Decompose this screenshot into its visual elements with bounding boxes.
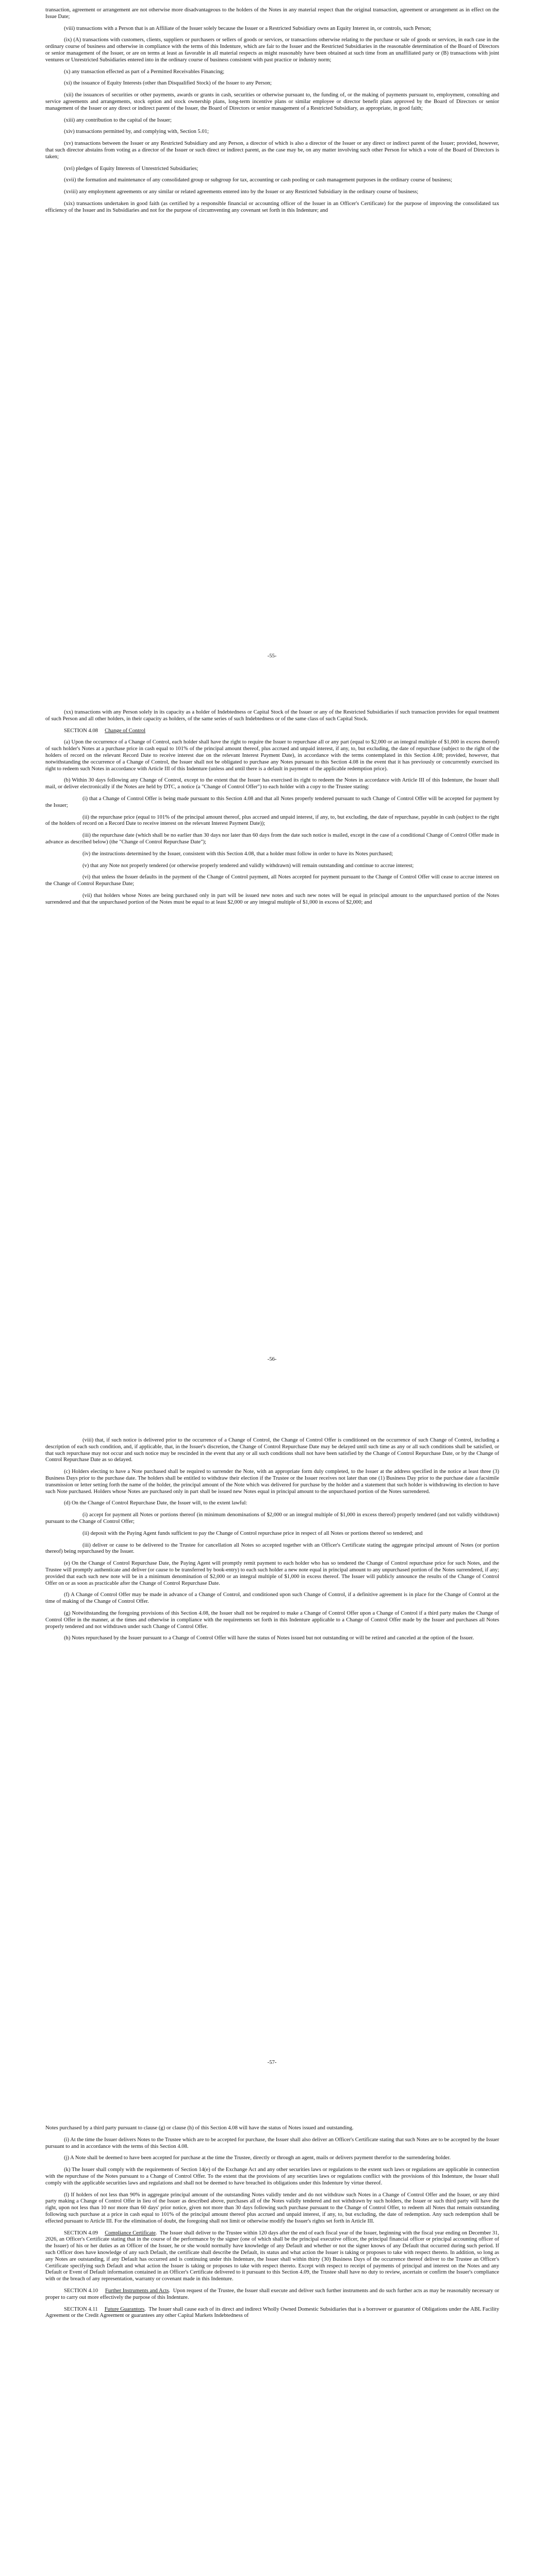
clause-b-vi: (vi) that unless the Issuer defaults in the payment of the Change of Control payment, all Notes accepted for payment pursuant to the Change of Control Offer will cease to accrue interest on the Change of Control Repurchase Date; <box>45 874 499 887</box>
section-title: Change of Control <box>105 727 146 734</box>
clause-d-ii: (ii) deposit with the Paying Agent funds sufficient to pay the Change of Control repurchase price in respect of all Notes or portions thereof so tendered; and <box>83 1530 423 1536</box>
clause-xiv: (xiv) transactions permitted by, and complying with, Section 5.01; <box>64 129 209 135</box>
section-number: SECTION 4.10 <box>64 2287 98 2294</box>
clause-d-i: (i) accept for payment all Notes or portions thereof (in minimum denominations of $2,000 or an integral multiple of $1,000 in excess thereof) properly tendered (and not validly withdrawn) pursuant to the Change of Control Offer; <box>45 1512 499 1524</box>
clause-h: (h) Notes repurchased by the Issuer pursuant to a Change of Control Offer will have the status of Notes issued but not outstanding or will be retired and canceled at the option of the Issuer. <box>64 1635 474 1641</box>
paragraph: Notes purchased by a third party pursuant to clause (g) or clause (h) of this Section 4.08 will have the status of Notes issued and outstanding. <box>45 2125 354 2131</box>
clause-b-iii: (iii) the repurchase date (which shall be no earlier than 30 days nor later than 60 days from the date such notice is mailed, except in the case of a conditional Change of Control Offer made in advance as described below) (the "Change of Control Repurchase Date"); <box>45 833 499 845</box>
clause-x: (x) any transaction effected as part of a Permitted Receivables Financing; <box>64 69 225 75</box>
clause-b-viii: (viii) that, if such notice is delivered prior to the occurrence of a Change of Control, the Change of Control Offer is conditioned on the occurrence of such Change of Control, including a description of each such condition, and, if applicable, that, in the Issuer's discretion, the Change of Control Repurchase Date may be delayed until such time as any or all such conditions shall be satisfied, or that such repurchase may not occur and such notice may be rescinded in the event that any or all such conditions shall not have been satisfied by the Change of Control Repurchase Date, or by the Change of Control Repurchase Date as so delayed. <box>45 1437 499 1463</box>
page-number: -55- <box>267 653 277 659</box>
clause-xi: (xi) the issuance of Equity Interests (other than Disqualified Stock) of the Issuer to any Person; <box>64 80 272 87</box>
clause-b-ii: (ii) the repurchase price (equal to 101% of the principal amount thereof, plus accrued and unpaid interest, if any, to, but excluding, the date of repurchase, payable in cash (subject to the right of the holders of record on a Record Date to receive interest on the relevant Interest Payment Date)); <box>45 814 499 827</box>
clause-xvii: (xvii) the formation and maintenance of any consolidated group or subgroup for tax, accounting or cash pooling or cash management purposes in the ordinary course of business; <box>64 177 452 183</box>
clause-b-v: (v) that any Note not properly tendered (or otherwise properly tendered and validly withdrawn) will remain outstanding and continue to accrue interest; <box>83 862 414 869</box>
clause-xv: (xv) transactions between the Issuer or any Restricted Subsidiary and any Person, a director of which is also a director of the Issuer or any direct or indirect parent of the Issuer; provided, however, that such director abstains from voting as a director of the Issuer or such direct or indirect parent, as the case may be, on any matter involving such other Person for which a vote of the Board of Directors is taken; <box>45 141 499 160</box>
page-58-body <box>45 2125 499 2325</box>
clause-b-iv: (iv) the instructions determined by the Issuer, consistent with this Section 4.08, that a holder must follow in order to have its Notes purchased; <box>83 851 393 857</box>
clause-xii: (xii) the issuances of securities or other payments, awards or grants in cash, securities or otherwise pursuant to, the funding of, or the making of payments pursuant to, employment, consulting and service agreements and arrangements, stock option and stock ownership plans, long-term incentive plans or similar employee or director benefit plans approved by the Board of Directors or senior management of the Issuer or any direct or indirect parent of the Issuer, the Board of Directors or senior management of a Restricted Subsidiary, as appropriate, in good faith; <box>45 92 499 111</box>
section-text: The Issuer shall cause each of its direct and indirect Wholly Owned Domestic Subsidiaries that is a borrower or guarantor of Obligations under the ABL Facility Agreement or the Credit Agreement or guarantees any other Capital Markets Indebtedness of <box>45 2306 499 2319</box>
clause-a: (a) Upon the occurrence of a Change of Control, each holder shall have the right to require the Issuer to repurchase all or any part (equal to $2,000 or an integral multiple of $1,000 in excess thereof) of such holder's Notes at a purchase price in cash equal to 101% of the principal amount thereof, plus accrued and unpaid interest, if any, to, but excluding, the date of repurchase (subject to the right of the holders of record on the relevant Record Date to receive interest due on the relevant Interest Payment Date), in accordance with the terms contemplated in this Section 4.08; provided, however, that notwithstanding the occurrence of a Change of Control, the Issuer shall not be obligated to purchase any Notes pursuant to this Section 4.08 in the event that it has previously or concurrently exercised its right to redeem such Notes in accordance with Article III of this Indenture (unless and until there is a default in payment of the applicable redemption price). <box>45 739 499 772</box>
section-text: The Issuer shall deliver to the Trustee within 120 days after the end of each fiscal year of the Issuer, beginning with the fiscal year ending on December 31, 2026, an Officer's Certificate stating that in the course of the performance by the signer (one of which shall be the principal executive officer, the principal financial officer or principal accounting officer of the Issuer) of his or her duties as an Officer of the Issuer, he or she would normally have knowledge of any Default and whether or not the signer knows of any Default that occurred during such period. If such Officer does have knowledge of any such Default, the certificate shall describe the Default, its status and what action the Issuer is taking or proposes to take with respect thereto. In addition, so long as any Notes are outstanding, if any Default has occurred and is continuing under this Indenture, the Issuer shall within thirty (30) Business Days of the occurrence thereof deliver to the Trustee an Officer's Certificate specifying such Default and what action the Issuer is taking or proposes to take with respect thereto. Except with respect to receipt of payments of principal and interest on the Notes and any Default or Event of Default information contained in an Officer's Certificate delivered to it pursuant to this Section 4.09, the Trustee shall have no duty to review, ascertain or confirm the Issuer's compliance with or the breach of any representation, warranty or covenant made in this Indenture. <box>45 2230 499 2282</box>
section-title: Compliance Certificate <box>105 2230 156 2236</box>
section-4-11: SECTION 4.11 Future Guarantors. The Issuer shall cause each of its direct and indirect Wholly Owned Domestic Subsidiaries that is a borrower or guarantor of Obligations under the ABL Facility Agreement or the Credit Agreement or guarantees any other Capital Markets Indebtedness of <box>45 2306 499 2319</box>
clause-xvi: (xvi) pledges of Equity Interests of Unrestricted Subsidiaries; <box>64 165 199 172</box>
clause-f: (f) A Change of Control Offer may be made in advance of a Change of Control, and conditioned upon such Change of Control, if a definitive agreement is in place for the Change of Control at the time of making of the Change of Control Offer. <box>45 1592 499 1605</box>
page-number: -57- <box>267 2060 277 2065</box>
page-55-body <box>45 7 499 219</box>
section-title: Future Guarantors <box>104 2306 145 2312</box>
clause-j: (j) A Note shall be deemed to have been accepted for purchase at the time the Trustee, directly or through an agent, mails or delivers payment therefor to the surrendering holder. <box>64 2155 451 2161</box>
page-57 <box>0 1406 544 2110</box>
clause-g: (g) Notwithstanding the foregoing provisions of this Section 4.08, the Issuer shall not be required to make a Change of Control Offer upon a Change of Control if a third party makes the Change of Control Offer in the manner, at the times and otherwise in compliance with the requirements set forth in this Indenture applicable to a Change of Control Offer made by the Issuer and purchases all Notes properly tendered and not withdrawn under such Change of Control Offer. <box>45 1610 499 1630</box>
clause-i: (i) At the time the Issuer delivers Notes to the Trustee which are to be accepted for purchase, the Issuer shall also deliver an Officer's Certificate stating that such Notes are to be accepted by the Issuer pursuant to and in accordance with the terms of this Section 4.08. <box>45 2137 499 2149</box>
page-56-body <box>45 709 499 911</box>
section-title: Further Instruments and Acts <box>105 2287 169 2294</box>
section-4-09: SECTION 4.09 Compliance Certificate. The Issuer shall deliver to the Trustee within 120 days after the end of each fiscal year of the Issuer, beginning with the fiscal year ending on December 31, 2026, an Officer's Certificate stating that in the course of the performance by the signer (one of which shall be the principal executive officer, the principal financial officer or principal accounting officer of the Issuer) of his or her duties as an Officer of the Issuer, he or she would normally have knowledge of any Default and whether or not the signer knows of any Default that occurred during such period. If such Officer does have knowledge of any such Default, the certificate shall describe the Default, its status and what action the Issuer is taking or proposes to take with respect thereto. In addition, so long as any Notes are outstanding, if any Default has occurred and is continuing under this Indenture, the Issuer shall within thirty (30) Business Days of the occurrence thereof deliver to the Trustee an Officer's Certificate specifying such Default and what action the Issuer is taking or proposes to take with respect thereto. Except with respect to receipt of payments of principal and interest on the Notes and any Default or Event of Default information contained in an Officer's Certificate delivered to it pursuant to this Section 4.09, the Trustee shall have no duty to review, ascertain or confirm the Issuer's compliance with or the breach of any representation, warranty or covenant made in this Indenture. <box>45 2230 499 2282</box>
page-55 <box>0 0 544 703</box>
section-text: Upon request of the Trustee, the Issuer shall execute and deliver such further instruments and do such further acts as may be reasonably necessary or proper to carry out more effectively the purpose of this Indenture. <box>45 2287 499 2300</box>
clause-b-i: (i) that a Change of Control Offer is being made pursuant to this Section 4.08 and that all Notes properly tendered pursuant to such Change of Control Offer will be accepted for payment by the Issuer; <box>45 795 499 808</box>
clause-c: (c) Holders electing to have a Note purchased shall be required to surrender the Note, with an appropriate form duly completed, to the Issuer at the address specified in the notice at least three (3) Business Days prior to the purchase date. The holders shall be entitled to withdraw their election if the Trustee or the Issuer receives not later than one (1) Business Day prior to the purchase date a facsimile transmission or letter setting forth the name of the holder, the principal amount of the Note which was delivered for purchase by the holder and a statement that such holder is withdrawing its election to have such Note purchased. Holders whose Notes are purchased only in part shall be issued new Notes equal in principal amount to the unpurchased portion of the Notes surrendered. <box>45 1469 499 1495</box>
clause-viii: (viii) transactions with a Person that is an Affiliate of the Issuer solely because the Issuer or a Restricted Subsidiary owns an Equity Interest in, or controls, such Person; <box>64 25 432 31</box>
clause-xiii: (xiii) any contribution to the capital of the Issuer; <box>64 117 172 123</box>
paragraph: transaction, agreement or arrangement are not otherwise more disadvantageous to the holders of the Notes in any material respect than the original transaction, agreement or arrangement as in effect on the Issue Date; <box>45 7 499 20</box>
clause-b-vii: (vii) that holders whose Notes are being purchased only in part will be issued new notes and such new notes will be equal in principal amount to the unpurchased portion of the Notes surrendered and that the unpurchased portion of the Notes must be equal to at least $2,000 or any integral multiple of $1,000 in excess of $2,000; and <box>45 892 499 905</box>
clause-d-iii: (iii) deliver or cause to be delivered to the Trustee for cancellation all Notes so accepted together with an Officer's Certificate stating the aggregate principal amount of Notes (or portion thereof) being repurchased by the Issuer. <box>45 1542 499 1555</box>
section-number: SECTION 4.08 <box>64 727 98 734</box>
page-number: -56- <box>267 1357 277 1362</box>
page-57-body <box>45 1437 499 1647</box>
clause-xix: (xix) transactions undertaken in good faith (as certified by a responsible financial or accounting officer of the Issuer in an Officer's Certificate) for the purpose of improving the consolidated tax efficiency of the Issuer and its Subsidiaries and not for the purpose of circumventing any covenant set forth in this Indenture; and <box>45 200 499 213</box>
page-58 <box>0 2110 544 2576</box>
section-number: SECTION 4.11 <box>64 2306 98 2312</box>
clause-ix: (ix) (A) transactions with customers, clients, suppliers or purchasers or sellers of goods or services, or transactions otherwise relating to the purchase or sale of goods or services, in each case in the ordinary course of business and otherwise in compliance with the terms of this Indenture, which are fair to the Issuer and the Restricted Subsidiaries in the reasonable determination of the Board of Directors or senior management of the Issuer, or are on terms at least as favorable in all material respects as might reasonably have been obtained at such time from an unaffiliated party or (B) transactions with joint ventures or Unrestricted Subsidiaries entered into in the ordinary course of business consistent with past practice or industry norm; <box>45 37 499 63</box>
clause-k: (k) The Issuer shall comply with the requirements of Section 14(e) of the Exchange Act and any other securities laws or regulations to the extent such laws or regulations are applicable in connection with the repurchase of the Notes pursuant to a Change of Control Offer. To the extent that the provisions of any securities laws or regulations conflict with the provisions of this Indenture, the Issuer shall comply with the applicable securities laws and regulations and shall not be deemed to have breached its obligations under this Indenture by virtue thereof. <box>45 2167 499 2186</box>
clause-xx: (xx) transactions with any Person solely in its capacity as a holder of Indebtedness or Capital Stock of the Issuer or any of the Restricted Subsidiaries if such transaction provides for equal treatment of such Person and all other holders, in their capacity as holders, of the same series of such Indebtedness or of the same class of such Capital Stock. <box>45 709 499 722</box>
clause-b: (b) Within 30 days following any Change of Control, except to the extent that the Issuer has exercised its right to redeem the Notes in accordance with Article III of this Indenture, the Issuer shall mail, or deliver electronically if the Notes are held by DTC, a notice (a "Change of Control Offer") to each holder with a copy to the Trustee stating: <box>45 777 499 790</box>
clause-xviii: (xviii) any employment agreements or any similar or related agreements entered into by the Issuer or any Restricted Subsidiary in the ordinary course of business; <box>64 189 419 195</box>
clause-l: (l) If holders of not less than 90% in aggregate principal amount of the outstanding Notes validly tender and do not withdraw such Notes in a Change of Control Offer and the Issuer, or any third party making a Change of Control Offer in lieu of the Issuer as described above, purchases all of the Notes validly tendered and not withdrawn by such holders, the Issuer or such third party will have the right, upon not less than 10 nor more than 60 days' prior notice, given not more than 30 days following such purchase pursuant to the Change of Control Offer, to redeem all Notes that remain outstanding following such purchase at a price in cash equal to 101% of the principal amount thereof plus accrued and unpaid interest, if any, to, but excluding, the date of redemption. Any such redemption shall be effected pursuant to Article III. For the elimination of doubt, the foregoing shall not limit or otherwise modify the Issuer's rights set forth in Article III. <box>45 2192 499 2224</box>
page-56 <box>0 703 544 1406</box>
clause-d: (d) On the Change of Control Repurchase Date, the Issuer will, to the extent lawful: <box>64 1500 248 1506</box>
section-4-10: SECTION 4.10 Further Instruments and Acts. Upon request of the Trustee, the Issuer shall execute and deliver such further instruments and do such further acts as may be reasonably necessary or proper to carry out more effectively the purpose of this Indenture. <box>45 2287 499 2300</box>
clause-e: (e) On the Change of Control Repurchase Date, the Paying Agent will promptly remit payment to each holder who has so tendered the Change of Control repurchase price for such Notes, and the Trustee will promptly authenticate and deliver (or cause to be transferred by book-entry) to each such holder a new note equal in principal amount to any unpurchased portion of the Notes surrendered, if any; provided that each such new note will be in a minimum denomination of $2,000 or an integral multiple of $1,000 in excess thereof. The Issuer will publicly announce the results of the Change of Control Offer on or as soon as practicable after the Change of Control Repurchase Date. <box>45 1561 499 1586</box>
section-number: SECTION 4.09 <box>64 2230 98 2236</box>
section-heading-4-08 <box>64 728 499 735</box>
